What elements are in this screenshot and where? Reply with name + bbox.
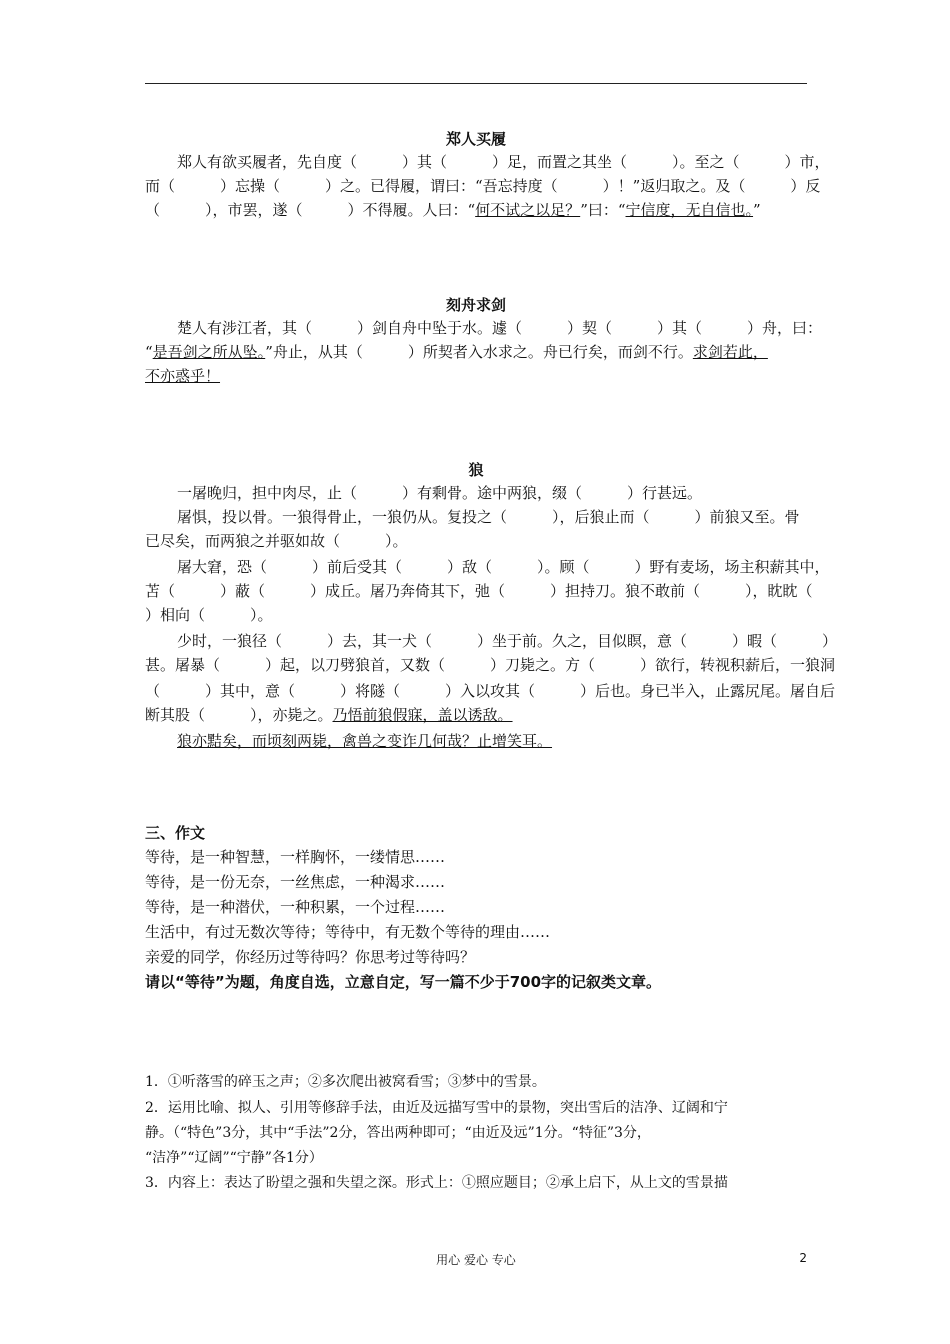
page-number: 2 bbox=[799, 1251, 807, 1265]
footer-text: 用心 爱心 专心 bbox=[436, 1253, 516, 1267]
prompt-line: 等待，是一种智慧，一样胸怀，一缕情思…… bbox=[145, 848, 446, 866]
text-segment: （ ），市罢，遂（ ）不得履。人曰：“ bbox=[145, 201, 476, 219]
header-rule bbox=[145, 83, 807, 84]
underlined-sentence: 狼亦黠矣，而顷刻两毙，禽兽之变诈几何哉？止增笑耳。 bbox=[177, 732, 553, 750]
prompt-line: 等待，是一份无奈，一丝焦虑，一种渴求…… bbox=[145, 873, 446, 891]
prompt-line: 生活中，有过无数次等待；等待中，有无数个等待的理由…… bbox=[145, 923, 551, 941]
text-line bbox=[145, 198, 807, 222]
text-line: 少时，一狼径（ ）去，其一犬（ ）坐于前。久之，目似瞑，意（ ）暇（ ） bbox=[177, 632, 838, 650]
underlined-sentence: 不亦惑乎！ bbox=[145, 367, 221, 385]
text-line: 甚。屠暴（ ）起，以刀劈狼首，又数（ ）刀毙之。方（ ）欲行，转视积薪后，一狼洞 bbox=[145, 656, 836, 674]
answer-line: 静。（“特色”3分，其中“手法”2分，答出两种即可；“由近及远”1分。“特征”3分， bbox=[145, 1125, 651, 1141]
prompt-line: 亲爱的同学，你经历过等待吗？你思考过等待吗？ bbox=[145, 948, 476, 966]
underlined-sentence: 是吾剑之所从坠。 bbox=[152, 343, 266, 361]
text-line: 苫（ ）蔽（ ）成丘。屠乃奔倚其下，弛（ ）担持刀。狼不敢前（ ），眈眈（ bbox=[145, 582, 813, 600]
underlined-sentence: 宁信度，无自信也。 bbox=[625, 201, 754, 219]
essay-instruction: 请以“等待”为题，角度自选，立意自定，写一篇不少于700字的记叙类文章。 bbox=[145, 973, 662, 991]
text-segment: ”曰：“ bbox=[580, 201, 626, 219]
answer-line: 2．运用比喻、拟人、引用等修辞手法，由近及远描写雪中的景物，突出雪后的洁净、辽阔和宁 bbox=[145, 1100, 728, 1116]
text-line bbox=[145, 340, 807, 364]
text-line: （ ）其中，意（ ）将隧（ ）入以攻其（ ）后也。身已半入，止露尻尾。屠自后 bbox=[145, 682, 836, 700]
answer-line: 3．内容上：表达了盼望之强和失望之深。形式上：①照应题目；②承上启下，从上文的雪景描 bbox=[145, 1175, 728, 1191]
text-line: 屠大窘，恐（ ）前后受其（ ）敌（ ）。顾（ ）野有麦场，场主积薪其中， bbox=[177, 558, 830, 576]
text-line bbox=[145, 703, 807, 727]
underlined-sentence: 何不试之以足？ bbox=[475, 201, 581, 219]
answer-line: “洁净”“辽阔”“宁静”各1分） bbox=[145, 1150, 323, 1166]
section-title-lang: 狼 bbox=[468, 461, 484, 479]
text-segment: “ bbox=[145, 343, 153, 361]
text-line: 屠惧，投以骨。一狼得骨止，一狼仍从。复投之（ ），后狼止而（ ）前狼又至。骨 bbox=[177, 508, 800, 526]
text-segment: ” bbox=[753, 201, 761, 219]
text-line: 已尽矣，而两狼之并驱如故（ ）。 bbox=[145, 532, 408, 550]
text-segment: ”舟止，从其（ ）所契者入水求之。舟已行矣，而剑不行。 bbox=[265, 343, 693, 361]
underlined-sentence: 乃悟前狼假寐，盖以诱敌。 bbox=[332, 706, 513, 724]
text-line: 一屠晚归，担中肉尽，止（ ）有剩骨。途中两狼，缀（ ）行甚远。 bbox=[177, 484, 703, 502]
section-title-kezhou: 刻舟求剑 bbox=[445, 296, 506, 314]
section-heading-essay: 三、作文 bbox=[145, 824, 206, 842]
text-line: ）相向（ ）。 bbox=[145, 606, 273, 624]
text-line: 郑人有欲买履者，先自度（ ）其（ ）足，而置之其坐（ ）。至之（ ）市， bbox=[177, 153, 830, 171]
section-title-zhengren: 郑人买履 bbox=[445, 130, 506, 148]
text-line: 而（ ）忘操（ ）之。已得履，谓曰：“吾忘持度（ ）！”返归取之。及（ ）反 bbox=[145, 177, 821, 195]
prompt-line: 等待，是一种潜伏，一种积累，一个过程…… bbox=[145, 898, 446, 916]
text-line: 楚人有涉江者，其（ ）剑自舟中坠于水。遽（ ）契（ ）其（ ）舟，曰： bbox=[177, 319, 823, 337]
text-line bbox=[177, 729, 807, 753]
answer-line: 1．①听落雪的碎玉之声；②多次爬出被窝看雪；③梦中的雪景。 bbox=[145, 1074, 546, 1090]
text-segment: 断其股（ ），亦毙之。 bbox=[145, 706, 333, 724]
text-line bbox=[145, 364, 807, 388]
underlined-sentence: 求剑若此， bbox=[692, 343, 768, 361]
